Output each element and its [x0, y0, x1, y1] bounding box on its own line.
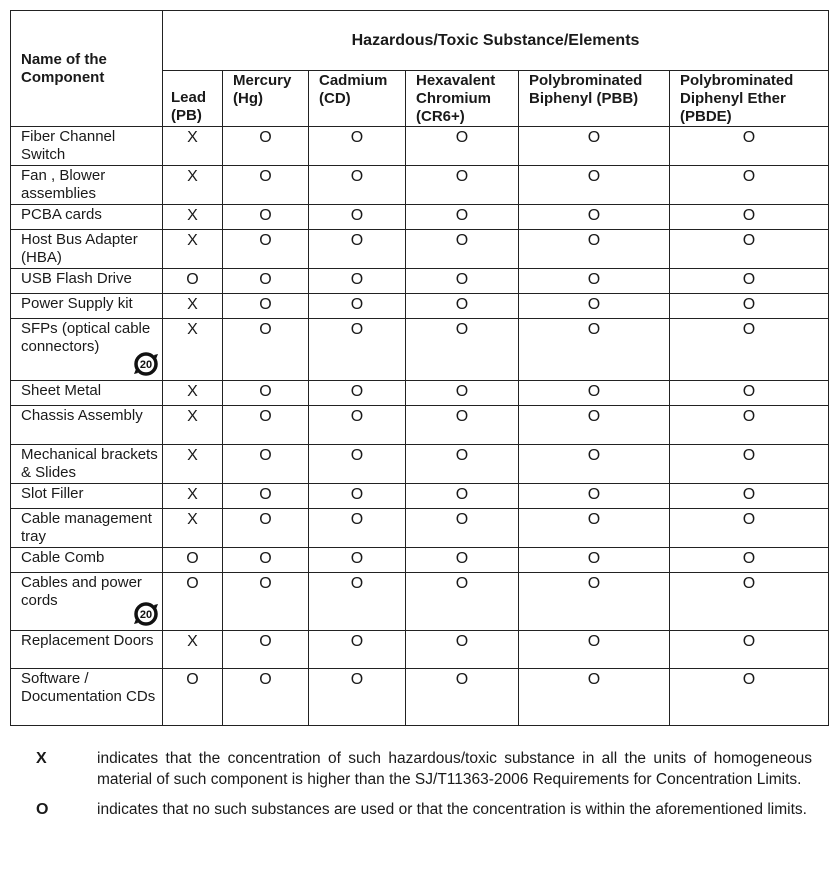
substance-mark: O	[309, 669, 406, 726]
substance-mark: O	[519, 445, 670, 484]
table-row	[11, 548, 829, 573]
substance-group-header: Hazardous/Toxic Substance/Elements	[163, 11, 829, 71]
legend-text: indicates that the concentration of such hazardous/toxic substance in all the units of homogeneous material of such component is higher than the SJ/T11363-2006 Requirements for Concentration Limits.	[97, 750, 812, 788]
substance-column-header: Mercury (Hg)	[223, 71, 309, 127]
substance-mark: O	[223, 548, 309, 573]
substance-mark: O	[223, 205, 309, 230]
substance-mark: X	[163, 631, 223, 669]
component-name	[11, 381, 163, 406]
substance-mark: O	[309, 631, 406, 669]
component-name-text: Mechanical brackets & Slides	[21, 446, 158, 481]
substance-mark: O	[309, 484, 406, 509]
substance-mark: O	[406, 166, 519, 205]
component-name-text: SFPs (optical cable connectors)	[21, 320, 151, 355]
substance-mark: X	[163, 230, 223, 269]
substance-column-header: Hexavalent Chromium (CR6+)	[406, 71, 519, 127]
header-row-group	[11, 11, 829, 71]
table-row	[11, 230, 829, 269]
substance-mark: O	[309, 573, 406, 631]
substance-mark: O	[406, 445, 519, 484]
eco-period-label: 20	[139, 359, 153, 371]
legend-text: indicates that no such substances are used or that the concentration is within the aforementioned limits.	[97, 801, 807, 818]
substance-mark: O	[670, 269, 829, 294]
substance-mark: O	[670, 573, 829, 631]
table-body	[11, 127, 829, 726]
table-row	[11, 166, 829, 205]
substance-mark: O	[163, 669, 223, 726]
substance-mark: O	[670, 631, 829, 669]
table-row	[11, 573, 829, 631]
substance-mark: X	[163, 127, 223, 166]
legend-item	[36, 748, 812, 790]
component-name-text: Replacement Doors	[21, 632, 154, 649]
component-name-text: Fan , Blower assemblies	[21, 167, 106, 202]
component-name	[11, 269, 163, 294]
table-row	[11, 509, 829, 548]
substance-mark: X	[163, 445, 223, 484]
substance-mark: O	[670, 166, 829, 205]
substance-mark: O	[309, 381, 406, 406]
substance-mark: O	[223, 445, 309, 484]
substance-mark: O	[519, 319, 670, 381]
component-name-text: Host Bus Adapter (HBA)	[21, 231, 138, 266]
substance-mark: O	[519, 406, 670, 445]
substance-mark: O	[309, 230, 406, 269]
substance-mark: O	[309, 509, 406, 548]
substance-mark: O	[406, 573, 519, 631]
substance-mark: O	[223, 269, 309, 294]
substance-mark: O	[519, 669, 670, 726]
component-name	[11, 205, 163, 230]
component-name	[11, 631, 163, 669]
substance-mark: O	[163, 573, 223, 631]
component-name	[11, 230, 163, 269]
substance-mark: O	[406, 669, 519, 726]
substance-mark: O	[223, 381, 309, 406]
table-row	[11, 406, 829, 445]
substance-mark: X	[163, 294, 223, 319]
table-row	[11, 269, 829, 294]
component-name	[11, 484, 163, 509]
substance-mark: O	[309, 166, 406, 205]
legend-symbol: X	[36, 750, 47, 767]
component-name-text: Cable management tray	[21, 510, 152, 545]
component-column-header: Name of the Component	[11, 11, 163, 127]
component-name-text: Sheet Metal	[21, 382, 102, 399]
substance-mark: O	[670, 205, 829, 230]
substance-column-header: Polybrominated Biphenyl (PBB)	[519, 71, 670, 127]
component-name	[11, 573, 163, 631]
substance-mark: O	[223, 573, 309, 631]
substance-mark: O	[309, 445, 406, 484]
substance-mark: O	[670, 669, 829, 726]
substance-column-header: Polybrominated Diphenyl Ether (PBDE)	[670, 71, 829, 127]
substance-mark: O	[223, 669, 309, 726]
substance-mark: O	[670, 509, 829, 548]
substance-mark: O	[223, 127, 309, 166]
component-name-text: Slot Filler	[21, 485, 84, 502]
component-name	[11, 548, 163, 573]
substance-mark: O	[670, 319, 829, 381]
substance-mark: O	[406, 319, 519, 381]
component-name-text: Power Supply kit	[21, 295, 133, 312]
substance-mark: O	[519, 294, 670, 319]
component-name-text: PCBA cards	[21, 206, 102, 223]
substance-mark: O	[163, 548, 223, 573]
substance-mark: O	[309, 406, 406, 445]
table-row	[11, 127, 829, 166]
substance-mark: O	[670, 381, 829, 406]
substance-mark: X	[163, 484, 223, 509]
table-row	[11, 381, 829, 406]
substance-mark: O	[406, 631, 519, 669]
substance-mark: O	[670, 484, 829, 509]
substance-mark: O	[163, 269, 223, 294]
substance-mark: O	[223, 319, 309, 381]
substance-mark: O	[406, 484, 519, 509]
substance-mark: O	[406, 381, 519, 406]
component-name-text: Software / Documentation CDs	[21, 670, 156, 705]
substance-mark: O	[406, 294, 519, 319]
substance-mark: O	[519, 631, 670, 669]
legend-item	[36, 799, 812, 820]
substance-mark: O	[519, 230, 670, 269]
substance-mark: X	[163, 381, 223, 406]
component-name-text: Fiber Channel Switch	[21, 128, 116, 163]
substance-mark: O	[223, 484, 309, 509]
substance-column-header: Lead (PB)	[163, 71, 223, 127]
eco-period-label: 20	[139, 609, 153, 621]
substance-mark: X	[163, 205, 223, 230]
substance-mark: O	[406, 230, 519, 269]
substance-mark: X	[163, 166, 223, 205]
table-row	[11, 319, 829, 381]
substance-mark: O	[406, 127, 519, 166]
substance-mark: O	[309, 294, 406, 319]
table-row	[11, 445, 829, 484]
substance-mark: O	[519, 269, 670, 294]
substance-mark: O	[309, 548, 406, 573]
substance-mark: O	[519, 381, 670, 406]
substance-mark: O	[406, 406, 519, 445]
substance-mark: X	[163, 319, 223, 381]
substance-mark: O	[519, 127, 670, 166]
substance-mark: O	[670, 230, 829, 269]
substance-mark: O	[519, 484, 670, 509]
substance-mark: O	[519, 509, 670, 548]
substance-mark: X	[163, 406, 223, 445]
hazardous-substance-table	[10, 10, 829, 726]
substance-mark: O	[519, 205, 670, 230]
legend-symbol: O	[36, 801, 49, 818]
substance-column-header: Cadmium (CD)	[309, 71, 406, 127]
substance-mark: O	[670, 406, 829, 445]
component-name-text: Cables and power cords	[21, 574, 142, 609]
substance-mark: O	[223, 230, 309, 269]
substance-mark: O	[519, 166, 670, 205]
component-name	[11, 509, 163, 548]
substance-mark: O	[519, 548, 670, 573]
substance-mark: O	[406, 548, 519, 573]
component-name	[11, 669, 163, 726]
component-name	[11, 127, 163, 166]
substance-mark: O	[309, 127, 406, 166]
table-row	[11, 631, 829, 669]
substance-mark: O	[406, 205, 519, 230]
substance-mark: O	[223, 631, 309, 669]
component-name-text: USB Flash Drive	[21, 270, 132, 287]
component-name	[11, 319, 163, 381]
substance-mark: O	[670, 445, 829, 484]
table-row	[11, 205, 829, 230]
component-name	[11, 294, 163, 319]
substance-mark: O	[519, 573, 670, 631]
substance-mark: O	[223, 294, 309, 319]
substance-mark: O	[223, 166, 309, 205]
substance-mark: O	[406, 269, 519, 294]
substance-mark: O	[223, 406, 309, 445]
substance-mark: X	[163, 509, 223, 548]
component-name-text: Chassis Assembly	[21, 407, 143, 424]
substance-mark: O	[670, 127, 829, 166]
substance-mark: O	[223, 509, 309, 548]
table-row	[11, 484, 829, 509]
substance-mark: O	[670, 294, 829, 319]
component-name	[11, 445, 163, 484]
substance-mark: O	[309, 205, 406, 230]
component-name	[11, 406, 163, 445]
eco-period-20-icon	[133, 601, 159, 627]
substance-mark: O	[309, 269, 406, 294]
component-name-text: Cable Comb	[21, 549, 105, 566]
table-row	[11, 669, 829, 726]
substance-mark: O	[309, 319, 406, 381]
eco-period-20-icon	[133, 351, 159, 377]
table-row	[11, 294, 829, 319]
substance-mark: O	[406, 509, 519, 548]
legend	[36, 748, 812, 829]
substance-mark: O	[670, 548, 829, 573]
component-name	[11, 166, 163, 205]
